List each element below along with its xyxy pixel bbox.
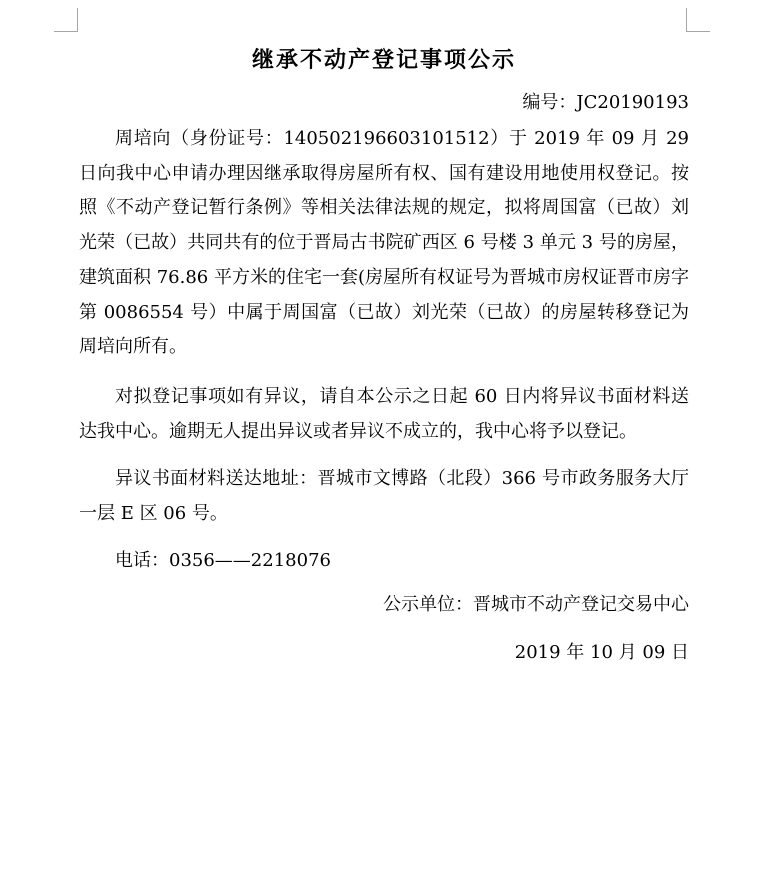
crop-mark-top-right-vertical (686, 8, 687, 32)
paragraph-application: 周培向（身份证号：140502196603101512）于 2019 年 09 月 29 日向我中心申请办理因继承取得房屋所有权、国有建设用地使用权登记。按照《不动产登记暂行条例》等相关法律法规的规定，拟将周国富（已故）刘光荣（已故）共同共有的位于晋局古书院矿西区 6 号楼 3 单元 3 号的房屋，建筑面积 76.86 平方米的住宅一套(房屋所有权证号为晋城市房权证晋市房字第 0086554 号）中属于周国富（已故）刘光荣（已故）的房屋转移登记为周培向所有。 (79, 128, 689, 358)
paragraph-objection-address: 异议书面材料送达地址：晋城市文博路（北段）366 号市政务服务大厅一层 E 区 06 号。 (79, 468, 689, 525)
document-body (79, 42, 689, 670)
paragraph-objection-period: 对拟登记事项如有异议，请自本公示之日起 60 日内将异议书面材料送达我中心。逾期无人提出异议或者异议不成立的，我中心将予以登记。 (79, 385, 689, 442)
serial-number: 编号：JC20190193 (522, 92, 689, 113)
crop-mark-top-left-vertical (77, 8, 78, 32)
document-title: 继承不动产登记事项公示 (251, 47, 516, 73)
crop-mark-top-right-horizontal (686, 31, 710, 32)
date-line: 2019 年 10 月 09 日 (514, 641, 689, 663)
phone-line: 电话：0356——2218076 (115, 549, 331, 571)
crop-mark-top-left-horizontal (54, 31, 78, 32)
publisher-line: 公示单位：晋城市不动产登记交易中心 (383, 593, 689, 615)
